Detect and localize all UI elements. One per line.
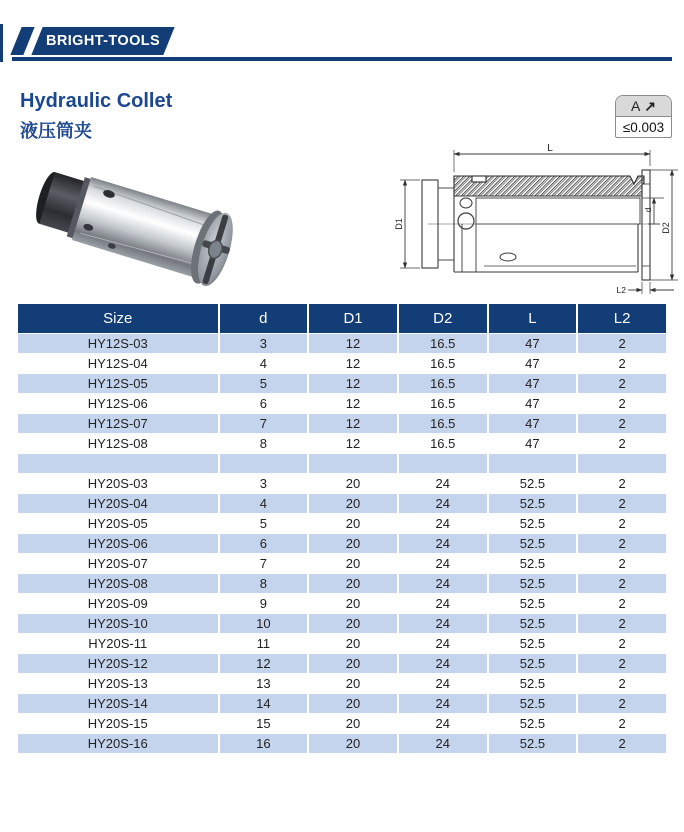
cell-d1: 12 xyxy=(308,334,398,354)
logo-slash-icon xyxy=(10,27,34,55)
table-row xyxy=(17,694,667,714)
table-row xyxy=(17,354,667,374)
cell-d2: 24 xyxy=(398,574,488,594)
cell-d: 12 xyxy=(219,654,309,674)
cell-size: HY20S-12 xyxy=(17,654,219,674)
table-row xyxy=(17,374,667,394)
cell-size: HY20S-07 xyxy=(17,554,219,574)
table-row xyxy=(17,454,667,474)
cell-l2: 2 xyxy=(577,634,667,654)
cell-d1: 12 xyxy=(308,354,398,374)
cell-size: HY20S-11 xyxy=(17,634,219,654)
technical-drawing xyxy=(392,140,684,300)
cell-d2: 24 xyxy=(398,494,488,514)
header-divider xyxy=(12,57,672,61)
dim-label-L: L xyxy=(547,143,553,154)
table-row xyxy=(17,434,667,454)
spec-table-header-row xyxy=(17,304,667,334)
cell-d: 3 xyxy=(219,474,309,494)
cell-size: HY20S-14 xyxy=(17,694,219,714)
cell-d1: 20 xyxy=(308,654,398,674)
cell-l: 52.5 xyxy=(488,474,578,494)
table-row xyxy=(17,634,667,654)
cell-d xyxy=(219,454,309,474)
cell-l2: 2 xyxy=(577,354,667,374)
dim-label-D1: D1 xyxy=(394,218,404,230)
cell-l: 47 xyxy=(488,414,578,434)
cell-d: 6 xyxy=(219,394,309,414)
cell-d: 7 xyxy=(219,414,309,434)
column-header-l: L xyxy=(488,304,578,334)
cell-l: 47 xyxy=(488,374,578,394)
cell-l: 52.5 xyxy=(488,534,578,554)
cell-d1: 20 xyxy=(308,474,398,494)
table-row xyxy=(17,654,667,674)
cell-d2: 24 xyxy=(398,534,488,554)
product-photo xyxy=(26,156,264,304)
table-row xyxy=(17,394,667,414)
cell-d2: 24 xyxy=(398,634,488,654)
cell-size: HY20S-06 xyxy=(17,534,219,554)
cell-d: 13 xyxy=(219,674,309,694)
cell-d1: 20 xyxy=(308,554,398,574)
cell-d2: 24 xyxy=(398,514,488,534)
cell-l2: 2 xyxy=(577,474,667,494)
cell-l2: 2 xyxy=(577,554,667,574)
cell-size: HY20S-09 xyxy=(17,594,219,614)
cell-size: HY20S-03 xyxy=(17,474,219,494)
cell-size: HY12S-04 xyxy=(17,354,219,374)
brand-logo-text: BRIGHT-TOOLS xyxy=(45,33,161,49)
cell-l2: 2 xyxy=(577,714,667,734)
cell-size: HY20S-05 xyxy=(17,514,219,534)
runout-datum-label: A xyxy=(630,98,641,114)
cell-d: 10 xyxy=(219,614,309,634)
cell-d2: 16.5 xyxy=(398,374,488,394)
cell-d2: 16.5 xyxy=(398,354,488,374)
cell-l2: 2 xyxy=(577,674,667,694)
cell-d1: 12 xyxy=(308,394,398,414)
table-row xyxy=(17,574,667,594)
cell-l: 52.5 xyxy=(488,594,578,614)
cell-size xyxy=(17,454,219,474)
cell-size: HY12S-07 xyxy=(17,414,219,434)
cell-l: 52.5 xyxy=(488,654,578,674)
cell-l: 52.5 xyxy=(488,574,578,594)
cell-d1: 20 xyxy=(308,734,398,754)
cell-d2: 24 xyxy=(398,694,488,714)
column-header-l2: L2 xyxy=(577,304,667,334)
page-title-chinese: 液压筒夹 xyxy=(20,121,92,141)
cell-l2: 2 xyxy=(577,494,667,514)
cell-l xyxy=(488,454,578,474)
cell-d1: 20 xyxy=(308,594,398,614)
cell-d: 7 xyxy=(219,554,309,574)
table-row xyxy=(17,594,667,614)
cell-d2: 16.5 xyxy=(398,414,488,434)
cell-size: HY20S-15 xyxy=(17,714,219,734)
table-row xyxy=(17,554,667,574)
cell-d: 9 xyxy=(219,594,309,614)
cell-size: HY12S-03 xyxy=(17,334,219,354)
cell-d2: 24 xyxy=(398,474,488,494)
cell-d: 15 xyxy=(219,714,309,734)
cell-d2: 24 xyxy=(398,594,488,614)
cell-l: 52.5 xyxy=(488,514,578,534)
cell-l: 52.5 xyxy=(488,494,578,514)
cell-l: 47 xyxy=(488,334,578,354)
column-header-size: Size xyxy=(17,304,219,334)
cell-l2 xyxy=(577,454,667,474)
cell-d1: 20 xyxy=(308,534,398,554)
table-row xyxy=(17,614,667,634)
cell-size: HY20S-16 xyxy=(17,734,219,754)
cell-d: 6 xyxy=(219,534,309,554)
table-row xyxy=(17,674,667,694)
cell-l2: 2 xyxy=(577,614,667,634)
cell-d2: 24 xyxy=(398,554,488,574)
cell-d: 3 xyxy=(219,334,309,354)
spec-table-body xyxy=(17,334,667,754)
cell-d: 4 xyxy=(219,354,309,374)
cell-d1: 20 xyxy=(308,514,398,534)
cell-l: 47 xyxy=(488,354,578,374)
table-row xyxy=(17,734,667,754)
cell-size: HY12S-05 xyxy=(17,374,219,394)
cell-size: HY12S-08 xyxy=(17,434,219,454)
cell-l: 52.5 xyxy=(488,734,578,754)
cell-d1: 20 xyxy=(308,614,398,634)
cell-l: 52.5 xyxy=(488,714,578,734)
cell-l2: 2 xyxy=(577,594,667,614)
cell-d2: 24 xyxy=(398,734,488,754)
table-row xyxy=(17,474,667,494)
cell-l: 52.5 xyxy=(488,674,578,694)
table-row xyxy=(17,714,667,734)
cell-d2 xyxy=(398,454,488,474)
cell-l2: 2 xyxy=(577,434,667,454)
cell-d1: 20 xyxy=(308,574,398,594)
cell-d1: 20 xyxy=(308,714,398,734)
cell-l: 52.5 xyxy=(488,614,578,634)
page-edge-accent xyxy=(0,24,3,62)
cell-size: HY12S-06 xyxy=(17,394,219,414)
cell-d2: 24 xyxy=(398,654,488,674)
cell-d1: 12 xyxy=(308,434,398,454)
table-row xyxy=(17,494,667,514)
cell-d: 14 xyxy=(219,694,309,714)
cell-l2: 2 xyxy=(577,334,667,354)
dim-label-d: d xyxy=(643,207,653,213)
column-header-d1: D1 xyxy=(308,304,398,334)
cell-l2: 2 xyxy=(577,734,667,754)
cell-l2: 2 xyxy=(577,394,667,414)
cell-d1: 20 xyxy=(308,694,398,714)
cell-l2: 2 xyxy=(577,514,667,534)
cell-l2: 2 xyxy=(577,414,667,434)
runout-arrow-icon: ↗ xyxy=(644,97,657,114)
cell-l2: 2 xyxy=(577,574,667,594)
cell-l: 52.5 xyxy=(488,634,578,654)
cell-d1: 12 xyxy=(308,414,398,434)
cell-l: 47 xyxy=(488,434,578,454)
cell-d: 4 xyxy=(219,494,309,514)
cell-d1 xyxy=(308,454,398,474)
brand-logo xyxy=(31,27,174,55)
runout-badge-header xyxy=(616,96,671,117)
cell-l2: 2 xyxy=(577,374,667,394)
spec-table xyxy=(16,303,668,754)
cell-d2: 16.5 xyxy=(398,434,488,454)
cell-l: 47 xyxy=(488,394,578,414)
cell-d1: 20 xyxy=(308,634,398,654)
cell-d1: 20 xyxy=(308,674,398,694)
cell-d2: 24 xyxy=(398,674,488,694)
cell-l: 52.5 xyxy=(488,554,578,574)
column-header-d: d xyxy=(219,304,309,334)
cell-d1: 20 xyxy=(308,494,398,514)
table-row xyxy=(17,514,667,534)
cell-d2: 16.5 xyxy=(398,394,488,414)
column-header-d2: D2 xyxy=(398,304,488,334)
cell-size: HY20S-04 xyxy=(17,494,219,514)
cell-d2: 16.5 xyxy=(398,334,488,354)
cell-d: 5 xyxy=(219,514,309,534)
dim-label-D2: D2 xyxy=(661,222,671,234)
cell-size: HY20S-10 xyxy=(17,614,219,634)
page-title: Hydraulic Collet xyxy=(20,90,173,112)
cell-d2: 24 xyxy=(398,614,488,634)
table-row xyxy=(17,334,667,354)
cell-d1: 12 xyxy=(308,374,398,394)
cell-l2: 2 xyxy=(577,694,667,714)
cell-d2: 24 xyxy=(398,714,488,734)
cell-size: HY20S-13 xyxy=(17,674,219,694)
cell-d: 11 xyxy=(219,634,309,654)
cell-d: 16 xyxy=(219,734,309,754)
runout-value: ≤0.003 xyxy=(622,119,665,135)
cell-l: 52.5 xyxy=(488,694,578,714)
cell-d: 5 xyxy=(219,374,309,394)
cell-d: 8 xyxy=(219,434,309,454)
runout-badge xyxy=(615,95,672,138)
cell-l2: 2 xyxy=(577,654,667,674)
table-row xyxy=(17,534,667,554)
dim-label-L2: L2 xyxy=(616,285,626,295)
cell-size: HY20S-08 xyxy=(17,574,219,594)
table-row xyxy=(17,414,667,434)
cell-l2: 2 xyxy=(577,534,667,554)
cell-d: 8 xyxy=(219,574,309,594)
